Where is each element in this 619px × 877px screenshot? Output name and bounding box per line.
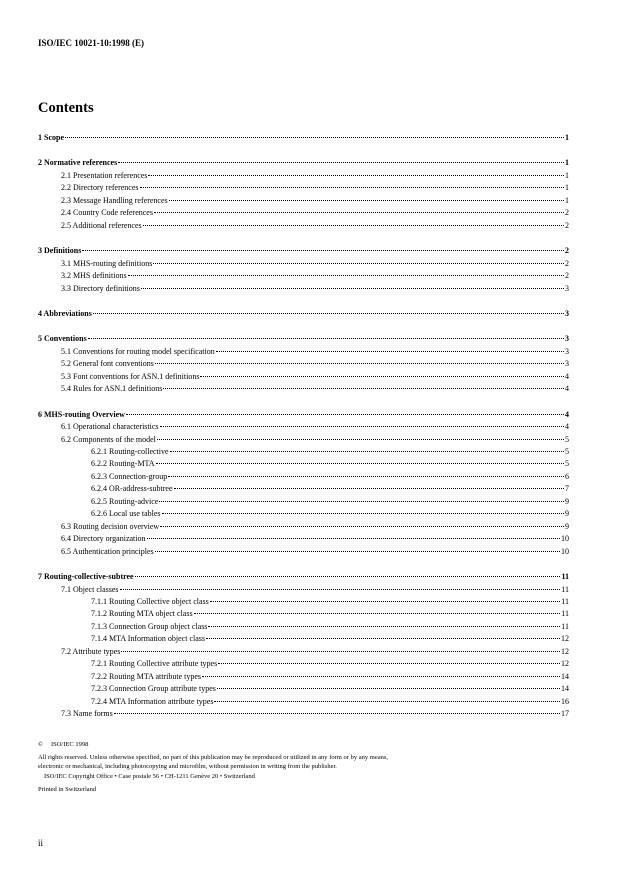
toc-entry-title: 6.2.4 OR-address-subtree	[91, 484, 173, 494]
copyright-line	[38, 740, 388, 749]
toc-dot-leader	[206, 638, 560, 639]
toc-dot-leader	[155, 363, 564, 364]
toc-entry-title: 1 Scope	[38, 133, 64, 142]
toc-dot-leader	[214, 701, 560, 702]
toc-dot-leader	[160, 426, 564, 427]
toc-entry-title: 7.1.1 Routing Collective object class	[91, 596, 209, 606]
toc-entry-title: 6.2.3 Connection-group	[91, 471, 168, 481]
toc-entry-title: 2.3 Message Handling references	[61, 195, 168, 205]
toc-entry[interactable]	[38, 207, 569, 219]
toc-entry-title: 3 Definitions	[38, 246, 82, 256]
toc-dot-leader	[82, 250, 564, 251]
copyright-notice	[38, 740, 388, 794]
toc-entry-title: 7.1.3 Connection Group object class	[91, 621, 208, 631]
toc-dot-leader	[170, 451, 564, 452]
toc-entry-title: 5.3 Font conventions for ASN.1 definitions	[61, 371, 200, 381]
toc-entry-page: 3	[565, 359, 569, 369]
toc-entry[interactable]	[38, 383, 569, 395]
toc-entry-title: 2.1 Presentation references	[61, 170, 148, 180]
toc-entry[interactable]	[38, 182, 569, 194]
toc-dot-leader	[148, 175, 564, 176]
toc-dot-leader	[216, 351, 564, 352]
toc-dot-leader	[88, 338, 564, 339]
toc-entry-title: 5.2 General font conventions	[61, 359, 154, 369]
toc-entry[interactable]	[38, 596, 569, 608]
toc-entry[interactable]	[38, 409, 569, 421]
toc-dot-leader	[120, 589, 561, 590]
toc-entry[interactable]	[38, 633, 569, 645]
toc-entry[interactable]	[38, 458, 569, 470]
toc-entry-title: 2.2 Directory references	[61, 183, 139, 193]
toc-entry[interactable]	[38, 245, 569, 257]
toc-dot-leader	[160, 526, 564, 527]
toc-entry-page: 4	[565, 384, 569, 394]
toc-entry-page: 12	[561, 634, 569, 644]
toc-entry[interactable]	[38, 508, 569, 520]
toc-entry[interactable]	[38, 584, 569, 596]
toc-dot-leader	[200, 376, 564, 377]
toc-entry-page: 11	[561, 596, 569, 606]
toc-entry[interactable]	[38, 496, 569, 508]
toc-entry[interactable]	[38, 195, 569, 207]
toc-entry-title: 7.2 Attribute types	[61, 646, 121, 656]
toc-entry-title: 7.3 Name forms	[61, 709, 113, 718]
toc-entry[interactable]	[38, 621, 569, 633]
toc-entry[interactable]	[38, 683, 569, 695]
toc-entry-title: 6.3 Routing decision overview	[61, 521, 160, 531]
toc-entry[interactable]	[38, 671, 569, 683]
toc-entry-page: 10	[561, 534, 569, 544]
toc-entry-title: 6.2.2 Routing-MTA	[91, 459, 155, 469]
toc-entry-page: 9	[565, 521, 569, 531]
toc-entry-title: 6.2 Components of the model	[61, 434, 156, 444]
toc-entry-title: 5.1 Conventions for routing model specification	[61, 346, 215, 356]
toc-entry-title: 2.4 Country Code references	[61, 208, 153, 218]
toc-entry[interactable]	[38, 483, 569, 495]
toc-dot-leader	[155, 551, 560, 552]
rights-statement: All rights reserved. Unless otherwise specified, no part of this publication may be reproduced or utilized in any form or by any means, electronic or mechanical, including photocopying and microfilm, without permission in writing from the publisher.	[38, 754, 388, 770]
toc-entry-title: 6.5 Authentication principles	[61, 546, 154, 556]
toc-entry-page: 10	[561, 546, 569, 556]
toc-entry[interactable]	[38, 546, 569, 558]
toc-dot-leader	[135, 576, 561, 577]
toc-entry-title: 3.1 MHS-routing definitions	[61, 258, 153, 268]
toc-entry[interactable]	[38, 283, 569, 295]
page-title: Contents	[38, 100, 94, 116]
toc-entry-title: 2 Normative references	[38, 158, 118, 168]
toc-dot-leader	[121, 651, 560, 652]
toc-entry-page: 11	[561, 609, 569, 619]
toc-entry-title: 2.5 Additional references	[61, 220, 142, 230]
toc-entry-page: 7	[565, 484, 569, 494]
toc-entry-page: 5	[565, 459, 569, 469]
toc-entry-title: 7.2.1 Routing Collective attribute types	[91, 659, 218, 669]
toc-entry-page: 11	[561, 621, 569, 631]
toc-dot-leader	[202, 676, 560, 677]
toc-entry-page: 14	[561, 671, 569, 681]
toc-entry[interactable]	[38, 308, 569, 320]
toc-entry[interactable]	[38, 708, 569, 720]
toc-entry-title: 7.2.2 Routing MTA attribute types	[91, 671, 202, 681]
printed-in: Printed in Switzerland	[38, 786, 97, 793]
toc-entry-title: 4 Abbreviations	[38, 308, 92, 318]
toc-entry[interactable]	[38, 608, 569, 620]
toc-dot-leader	[194, 613, 561, 614]
toc-entry[interactable]	[38, 471, 569, 483]
page-number: ii	[38, 838, 44, 848]
toc-entry-title: 3.3 Directory definitions	[61, 283, 140, 293]
toc-entry[interactable]	[38, 658, 569, 670]
toc-dot-leader	[114, 713, 560, 714]
toc-entry[interactable]	[38, 434, 569, 446]
toc-entry[interactable]	[38, 521, 569, 533]
copyright-symbol: ©	[38, 741, 43, 748]
toc-entry[interactable]	[38, 421, 569, 433]
toc-entry-page: 4	[565, 371, 569, 381]
toc-dot-leader	[143, 225, 564, 226]
toc-entry[interactable]	[38, 696, 569, 708]
toc-entry[interactable]	[38, 333, 569, 345]
toc-entry-title: 7.1.4 MTA Information object class	[91, 634, 206, 644]
toc-dot-leader	[169, 200, 564, 201]
toc-entry-page: 12	[561, 646, 569, 656]
toc-entry-page: 11	[561, 584, 569, 594]
toc-entry[interactable]	[38, 571, 569, 583]
toc-entry-title: 6.2.5 Routing-advice	[91, 496, 159, 506]
toc-entry-page: 2	[565, 271, 569, 281]
toc-entry-page: 3	[565, 346, 569, 356]
toc-entry-title: 7 Routing-collective-subtree	[38, 572, 134, 582]
toc-entry[interactable]	[38, 533, 569, 545]
toc-entry-page: 9	[565, 509, 569, 519]
toc-dot-leader	[208, 626, 560, 627]
toc-entry-page: 5	[565, 434, 569, 444]
toc-dot-leader	[162, 513, 564, 514]
toc-dot-leader	[126, 414, 564, 415]
toc-entry-title: 6.2.1 Routing-collective	[91, 447, 169, 456]
toc-dot-leader	[159, 501, 564, 502]
toc-entry[interactable]	[38, 132, 569, 144]
toc-entry[interactable]	[38, 646, 569, 658]
toc-entry-title: 3.2 MHS definitions	[61, 271, 127, 281]
toc-entry-title: 7.1 Object classes	[61, 584, 119, 594]
toc-dot-leader	[154, 212, 564, 213]
toc-entry-page: 1	[565, 195, 569, 205]
toc-entry-page: 17	[561, 709, 569, 718]
toc-entry-page: 14	[561, 684, 569, 694]
toc-dot-leader	[218, 663, 560, 664]
toc-dot-leader	[174, 488, 564, 489]
toc-entry[interactable]	[38, 446, 569, 458]
toc-entry-page: 4	[565, 409, 569, 419]
toc-dot-leader	[65, 137, 564, 138]
toc-dot-leader	[217, 688, 560, 689]
toc-dot-leader	[163, 388, 564, 389]
toc-entry-title: 7.1.2 Routing MTA object class	[91, 609, 193, 619]
copyright-office-address: ISO/IEC Copyright Office • Case postale 56 • CH-1211 Genève 20 • Switzerland	[44, 773, 255, 780]
toc-entry-page: 1	[565, 170, 569, 180]
toc-entry[interactable]	[38, 157, 569, 169]
toc-entry-page: 12	[561, 659, 569, 669]
toc-entry-title: 6.2.6 Local use tables	[91, 509, 161, 519]
toc-entry[interactable]	[38, 220, 569, 232]
toc-entry-page: 2	[565, 246, 569, 256]
toc-dot-leader	[156, 463, 564, 464]
toc-dot-leader	[118, 162, 564, 163]
toc-entry-page: 1	[565, 133, 569, 142]
toc-entry-page: 9	[565, 496, 569, 506]
toc-entry-title: 5.4 Rules for ASN.1 definitions	[61, 384, 163, 394]
toc-entry-page: 2	[565, 220, 569, 230]
toc-entry-page: 2	[565, 208, 569, 218]
toc-entry-title: 7.2.4 MTA Information attribute types	[91, 696, 214, 706]
toc-dot-leader	[141, 288, 564, 289]
toc-entry-page: 1	[565, 183, 569, 193]
toc-entry-title: 6.1 Operational characteristics	[61, 422, 159, 432]
toc-entry-page: 3	[565, 334, 569, 344]
toc-entry-page: 4	[565, 422, 569, 432]
toc-dot-leader	[168, 476, 564, 477]
document-identifier: ISO/IEC 10021-10:1998 (E)	[38, 38, 145, 48]
toc-dot-leader	[128, 275, 564, 276]
toc-entry-title: 5 Conventions	[38, 334, 87, 344]
toc-dot-leader	[147, 538, 561, 539]
toc-dot-leader	[157, 439, 564, 440]
toc-entry[interactable]	[38, 258, 569, 270]
toc-entry[interactable]	[38, 346, 569, 358]
toc-dot-leader	[210, 601, 561, 602]
toc-entry[interactable]	[38, 270, 569, 282]
toc-entry-title: 6 MHS-routing Overview	[38, 409, 125, 419]
toc-entry[interactable]	[38, 371, 569, 383]
toc-entry-page: 1	[565, 158, 569, 168]
toc-entry-page: 11	[561, 572, 569, 582]
copyright-text: ISO/IEC 1998	[50, 741, 89, 748]
toc-entry-page: 6	[565, 471, 569, 481]
toc-entry-title: 7.2.3 Connection Group attribute types	[91, 684, 216, 694]
toc-entry-title: 6.4 Directory organization	[61, 534, 146, 544]
toc-entry[interactable]	[38, 170, 569, 182]
toc-entry-page: 16	[561, 696, 569, 706]
toc-dot-leader	[93, 313, 564, 314]
toc-entry[interactable]	[38, 358, 569, 370]
toc-dot-leader	[153, 263, 564, 264]
toc-entry-page: 3	[565, 283, 569, 293]
toc-dot-leader	[140, 187, 564, 188]
toc-entry-page: 2	[565, 258, 569, 268]
toc-entry-page: 5	[565, 447, 569, 456]
toc-entry-page: 3	[565, 308, 569, 318]
